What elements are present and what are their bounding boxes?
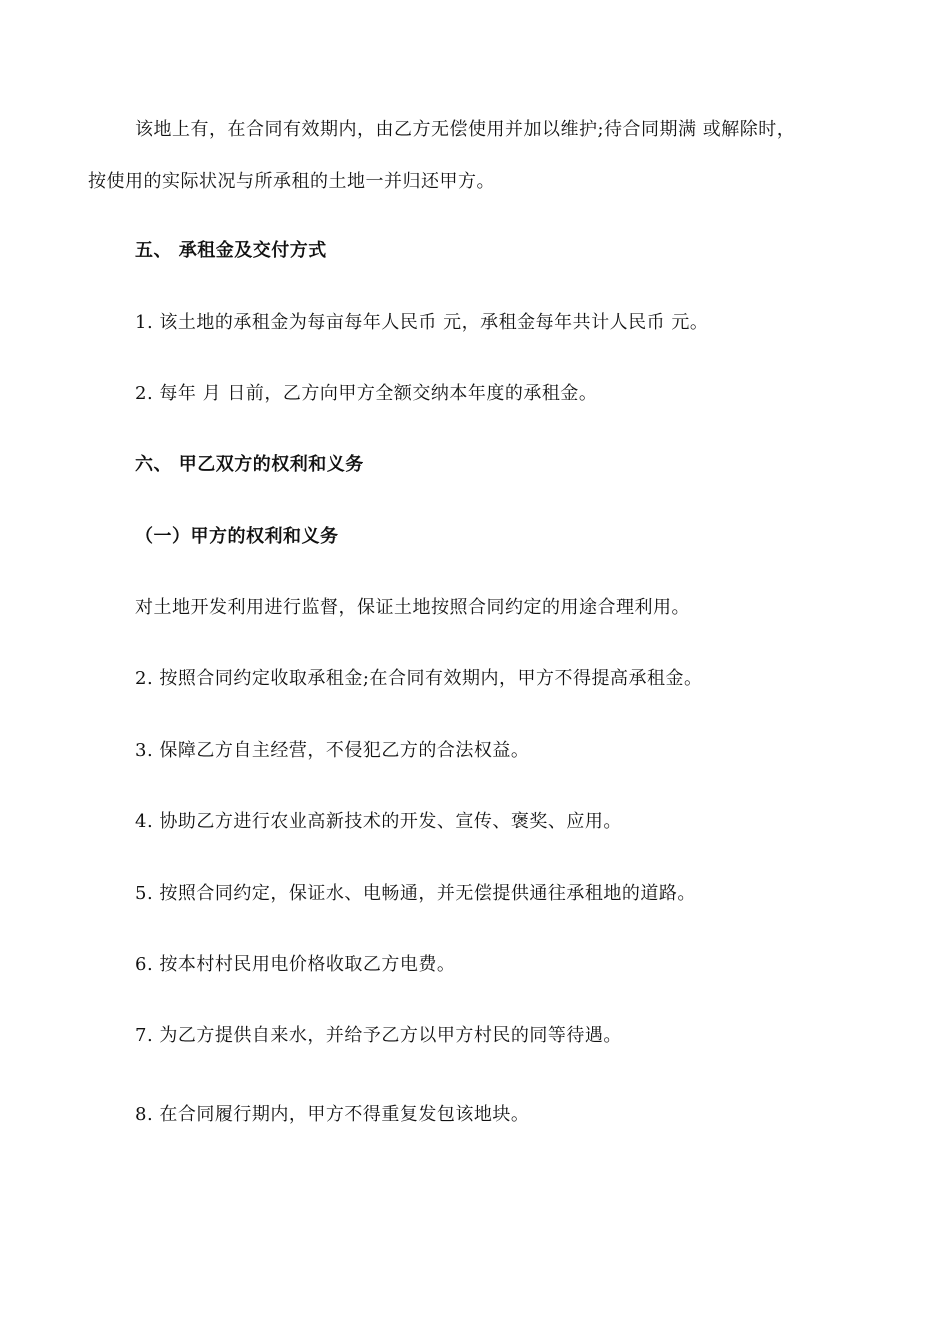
section-5-heading: 五、 承租金及交付方式 xyxy=(135,240,327,261)
section-5-item-1: 1. 该土地的承租金为每亩每年人民币 元，承租金每年共计人民币 元。 xyxy=(135,312,709,333)
section-5-item-2: 2. 每年 月 日前，乙方向甲方全额交纳本年度的承租金。 xyxy=(135,383,598,404)
obligation-item-7: 7. 为乙方提供自来水，并给予乙方以甲方村民的同等待遇。 xyxy=(135,1025,622,1046)
subsection-1-heading: （一）甲方的权利和义务 xyxy=(135,526,339,547)
paragraph-intro-line-1: 该地上有，在合同有效期内，由乙方无偿使用并加以维护;待合同期满 或解除时， xyxy=(135,119,796,140)
obligation-item-5: 5. 按照合同约定，保证水、电畅通，并无偿提供通往承租地的道路。 xyxy=(135,883,696,904)
obligation-item-2: 2. 按照合同约定收取承租金;在合同有效期内，甲方不得提高承租金。 xyxy=(135,668,703,689)
obligation-item-3: 3. 保障乙方自主经营，不侵犯乙方的合法权益。 xyxy=(135,740,530,761)
paragraph-intro-line-2: 按使用的实际状况与所承租的土地一并归还甲方。 xyxy=(88,171,495,192)
obligation-item-6: 6. 按本村村民用电价格收取乙方电费。 xyxy=(135,954,456,975)
obligation-item-8: 8. 在合同履行期内，甲方不得重复发包该地块。 xyxy=(135,1104,530,1125)
obligation-item-4: 4. 协助乙方进行农业高新技术的开发、宣传、褒奖、应用。 xyxy=(135,811,622,832)
section-6-heading: 六、 甲乙双方的权利和义务 xyxy=(135,454,364,475)
obligation-item-1: 对土地开发利用进行监督，保证土地按照合同约定的用途合理利用。 xyxy=(135,597,690,618)
